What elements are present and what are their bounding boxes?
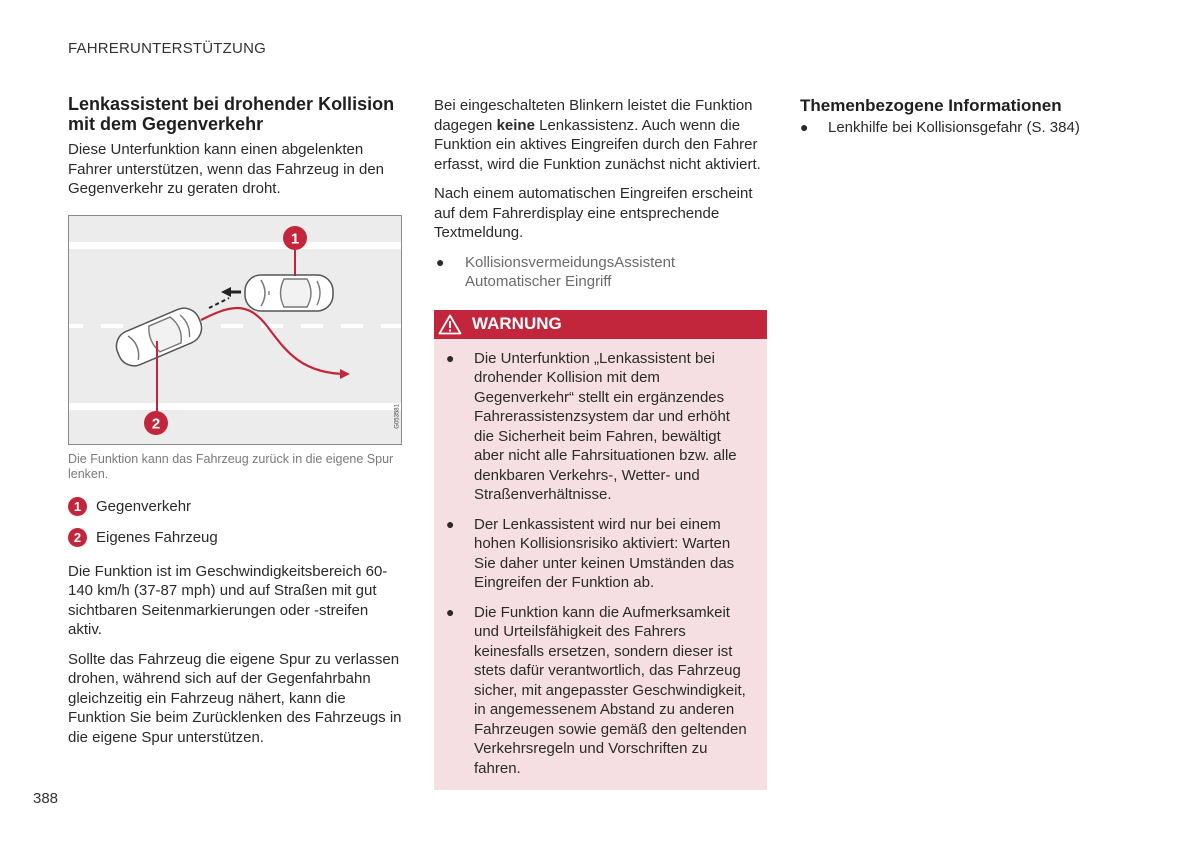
warning-item [446, 349, 749, 505]
warning-item [446, 515, 749, 593]
emphasis-keine: keine [496, 116, 535, 134]
legend-marker-2: 2 [68, 528, 87, 547]
column-left [68, 94, 404, 757]
road-edge-top [69, 242, 401, 249]
bullet-icon: ● [446, 603, 455, 620]
warning-item-text: Die Unterfunktion „Lenkassistent bei drohender Kollision mit dem Gegenverkehr“ stellt ein ergänzendes Fahrerassistenzsystem dar und erhöht die Sicherheit beim Fahren, bewältigt aber nicht alle Fahrsituationen bzw. alle denkbaren Verkehrs-, Wetter- und Straßenverhältnisse. [474, 349, 737, 503]
warning-triangle-icon [438, 314, 462, 335]
warning-header [434, 310, 767, 339]
figure-caption: Die Funktion kann das Fahrzeug zurück in die eigene Spur lenken. [68, 451, 394, 481]
related-info-heading: Themenbezogene Informationen [800, 96, 1062, 115]
center-line [69, 324, 401, 328]
related-info-link[interactable] [800, 118, 1130, 138]
road-illustration [69, 216, 401, 444]
intro-paragraph: Diese Unterfunktion kann einen abgelenkten Fahrer unterstützen, wenn das Fahrzeug in den Gegenverkehr zu geraten droht. [68, 141, 385, 197]
text-run: Lenkassistenz. Auch wenn die Funktion ein aktives Eingreifen durch den Fahrer erfasst, wird die Funktion zunächst nicht aktiviert. [434, 116, 761, 173]
steer-back-paragraph: Sollte das Fahrzeug die eigene Spur zu verlassen drohen, während sich auf der Gegenfahrbahn gleichzeitig ein Fahrzeug nähert, kann die Funktion Sie beim Zurücklenken des Fahrzeugs in die eigene Spur unterstützen. [68, 650, 402, 746]
section-heading: Lenkassistent bei drohender Kollision mit dem Gegenverkehr [68, 94, 395, 134]
column-right [800, 96, 1130, 148]
warning-title: WARNUNG [472, 314, 562, 334]
warning-box [434, 310, 767, 791]
speed-range-paragraph: Die Funktion ist im Geschwindigkeitsbereich 60-140 km/h (37-87 mph) und auf Straßen mit gut sichtbaren Seitenmarkierungen oder -streifen aktiv. [68, 562, 388, 638]
link-label: KollisionsvermeidungsAssistent Automatischer Eingriff [465, 253, 676, 290]
warning-body [434, 339, 767, 791]
cross-reference-link[interactable] [434, 253, 767, 292]
bullet-icon: ● [446, 349, 455, 366]
display-message-paragraph: Nach einem automatischen Eingreifen erscheint auf dem Fahrerdisplay eine entsprechende Textmeldung. [434, 185, 753, 241]
bullet-icon: ● [800, 119, 809, 135]
warning-item [446, 603, 749, 779]
page-header: FAHRERUNTERSTÜTZUNG [68, 40, 266, 57]
callout-marker-2-label: 2 [151, 415, 161, 432]
turn-signal-paragraph [434, 96, 767, 174]
illustration-figure [68, 215, 402, 445]
legend-marker-1: 1 [68, 497, 87, 516]
oncoming-car [245, 275, 333, 311]
warning-item-text: Die Funktion kann die Aufmerksamkeit und Urteilsfähigkeit des Fahrers keinesfalls ersetzen, sondern dieser ist stets dafür verantwortlich, das Fahrzeug sicher, mit angepasster Geschwindigkeit, in angemessenem Abstand zu anderen Fahrzeugen sowie gemäß den geltenden Verkehrsregeln und Vorschriften zu fahren. [474, 603, 747, 777]
bullet-icon: ● [436, 253, 445, 270]
warning-item-text: Der Lenkassistent wird nur bei einem hohen Kollisionsrisiko aktiviert: Warten Sie daher unter keinen Umständen das Eingreifen der Funktion ab. [474, 515, 735, 591]
road-edge-bottom [69, 403, 401, 410]
legend-item [68, 497, 404, 517]
legend-label: Eigenes Fahrzeug [96, 529, 218, 546]
figure-code: G053581 [395, 403, 401, 429]
legend-label: Gegenverkehr [96, 497, 192, 515]
callout-marker-1-label: 1 [290, 230, 300, 247]
page-number: 388 [33, 790, 59, 807]
column-middle [434, 96, 767, 790]
legend-item [68, 528, 404, 548]
bullet-icon: ● [446, 515, 455, 532]
legend-list [68, 497, 404, 548]
related-info-link-label: Lenkhilfe bei Kollisionsgefahr (S. 384) [828, 119, 1080, 136]
text-run: Bei eingeschalteten Blinkern leistet die Funktion dagegen [434, 97, 753, 134]
